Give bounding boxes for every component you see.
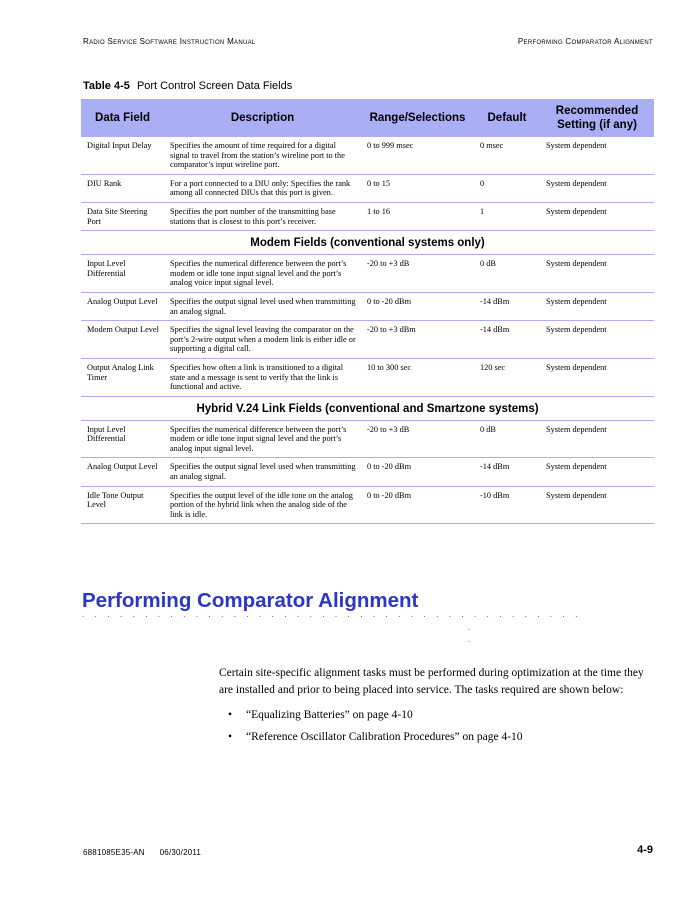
cell-field: Output Analog Link Timer bbox=[81, 358, 164, 396]
section-title: Performing Comparator Alignment bbox=[82, 589, 419, 612]
cell-field: Data Site Steering Port bbox=[81, 202, 164, 230]
cell-range: -20 to +3 dBm bbox=[361, 321, 474, 359]
cell-field: Input Level Differential bbox=[81, 420, 164, 458]
cell-default: 0 bbox=[474, 174, 540, 202]
cell-description: Specifies the output level of the idle tone on the analog portion of the hybrid link when the analog side of the link is idle. bbox=[164, 486, 361, 524]
cell-field: Modem Output Level bbox=[81, 321, 164, 359]
table-row bbox=[81, 174, 654, 202]
cell-range: 0 to 999 msec bbox=[361, 137, 474, 175]
cell-default: -14 dBm bbox=[474, 321, 540, 359]
list-item bbox=[219, 707, 656, 724]
page-number: 4-9 bbox=[637, 844, 653, 856]
running-header-left-text: Radio Service Software Instruction Manual bbox=[83, 37, 256, 46]
running-header-right bbox=[518, 37, 653, 46]
cell-range: 0 to -20 dBm bbox=[361, 292, 474, 320]
cell-recommended: System dependent bbox=[540, 486, 654, 524]
cell-default: 0 dB bbox=[474, 255, 540, 293]
cell-description: Specifies the output signal level used when transmitting an analog signal. bbox=[164, 292, 361, 320]
cell-default: 0 msec bbox=[474, 137, 540, 175]
cell-recommended: System dependent bbox=[540, 174, 654, 202]
table-row bbox=[81, 486, 654, 524]
table-caption-number: Table 4-5 bbox=[83, 80, 130, 92]
cell-recommended: System dependent bbox=[540, 137, 654, 175]
bullet-icon: • bbox=[228, 731, 233, 743]
cell-default: 1 bbox=[474, 202, 540, 230]
column-header: Recommended Setting (if any) bbox=[540, 99, 654, 137]
cell-field: Idle Tone Output Level bbox=[81, 486, 164, 524]
dotted-rule-vertical: . . bbox=[468, 623, 471, 644]
cell-range: 0 to 15 bbox=[361, 174, 474, 202]
table-section-row bbox=[81, 396, 654, 420]
table-header-row bbox=[81, 99, 654, 137]
cell-recommended: System dependent bbox=[540, 202, 654, 230]
cell-field: Input Level Differential bbox=[81, 255, 164, 293]
cell-range: 10 to 300 sec bbox=[361, 358, 474, 396]
cell-default: -14 dBm bbox=[474, 458, 540, 486]
list-item bbox=[219, 729, 656, 746]
section-body bbox=[219, 665, 656, 751]
port-control-data-table bbox=[81, 99, 654, 524]
column-header: Default bbox=[474, 99, 540, 137]
cell-default: -14 dBm bbox=[474, 292, 540, 320]
cell-recommended: System dependent bbox=[540, 358, 654, 396]
cell-range: 1 to 16 bbox=[361, 202, 474, 230]
column-header: Description bbox=[164, 99, 361, 137]
table-row bbox=[81, 358, 654, 396]
cell-default: 0 dB bbox=[474, 420, 540, 458]
table-row bbox=[81, 420, 654, 458]
cell-description: Specifies how often a link is transitioned to a digital state and a message is sent to verify that the link is functional and active. bbox=[164, 358, 361, 396]
table-row bbox=[81, 321, 654, 359]
cell-recommended: System dependent bbox=[540, 458, 654, 486]
table-caption-title: Port Control Screen Data Fields bbox=[136, 80, 293, 92]
cell-description: Specifies the port number of the transmitting base stations that is closest to this port’s receiver. bbox=[164, 202, 361, 230]
footer-left bbox=[83, 848, 201, 857]
body-paragraph: Certain site-specific alignment tasks must be performed during optimization at the time they are installed and prior to being placed into service. The tasks required are shown below: bbox=[219, 667, 644, 696]
cell-description: Specifies the numerical difference between the port’s modem or idle tone input signal level and the port’s analog voice input signal level. bbox=[164, 255, 361, 293]
cell-field: Analog Output Level bbox=[81, 292, 164, 320]
cell-range: -20 to +3 dB bbox=[361, 255, 474, 293]
task-list bbox=[219, 707, 656, 746]
cell-range: 0 to -20 dBm bbox=[361, 486, 474, 524]
cross-reference-link[interactable]: “Reference Oscillator Calibration Procedures” on page 4-10 bbox=[246, 731, 523, 743]
cell-recommended: System dependent bbox=[540, 255, 654, 293]
table-row bbox=[81, 255, 654, 293]
table-row bbox=[81, 137, 654, 175]
footer-doc-id: 6881085E35-AN bbox=[83, 848, 145, 857]
dotted-rule: . . . . . . . . . . . . . . . . . . . . . . . . . . . . . . . . . . . . . . . . bbox=[82, 610, 582, 619]
cell-description: For a port connected to a DIU only: Specifies the rank among all connected DIUs that this port is given. bbox=[164, 174, 361, 202]
cell-description: Specifies the amount of time required for a digital signal to travel from the station’s wireline port to the comparator’s input wireline port. bbox=[164, 137, 361, 175]
cell-recommended: System dependent bbox=[540, 321, 654, 359]
cell-default: -10 dBm bbox=[474, 486, 540, 524]
cell-range: -20 to +3 dB bbox=[361, 420, 474, 458]
table-section-row bbox=[81, 231, 654, 255]
section-heading-hybrid: Hybrid V.24 Link Fields (conventional and Smartzone systems) bbox=[81, 396, 654, 420]
table-caption bbox=[83, 80, 292, 92]
cell-field: Digital Input Delay bbox=[81, 137, 164, 175]
cell-recommended: System dependent bbox=[540, 420, 654, 458]
column-header: Range/Selections bbox=[361, 99, 474, 137]
section-heading-modem: Modem Fields (conventional systems only) bbox=[81, 231, 654, 255]
table-row bbox=[81, 458, 654, 486]
cross-reference-link[interactable]: “Equalizing Batteries” on page 4-10 bbox=[246, 709, 413, 721]
cell-default: 120 sec bbox=[474, 358, 540, 396]
cell-field: DIU Rank bbox=[81, 174, 164, 202]
running-header-left bbox=[83, 37, 256, 46]
table-row bbox=[81, 292, 654, 320]
footer-date: 06/30/2011 bbox=[159, 848, 202, 857]
running-header-right-text: Performing Comparator Alignment bbox=[517, 37, 653, 46]
cell-range: 0 to -20 dBm bbox=[361, 458, 474, 486]
cell-recommended: System dependent bbox=[540, 292, 654, 320]
cell-description: Specifies the numerical difference between the port’s modem or idle tone input signal level and the port’s analog input signal level. bbox=[164, 420, 361, 458]
column-header: Data Field bbox=[81, 99, 164, 137]
table-row bbox=[81, 202, 654, 230]
bullet-icon: • bbox=[228, 709, 233, 721]
cell-field: Analog Output Level bbox=[81, 458, 164, 486]
cell-description: Specifies the output signal level used when transmitting an analog signal. bbox=[164, 458, 361, 486]
cell-description: Specifies the signal level leaving the comparator on the port’s 2-wire output when a modem link is either idle or supporting a digital call. bbox=[164, 321, 361, 359]
